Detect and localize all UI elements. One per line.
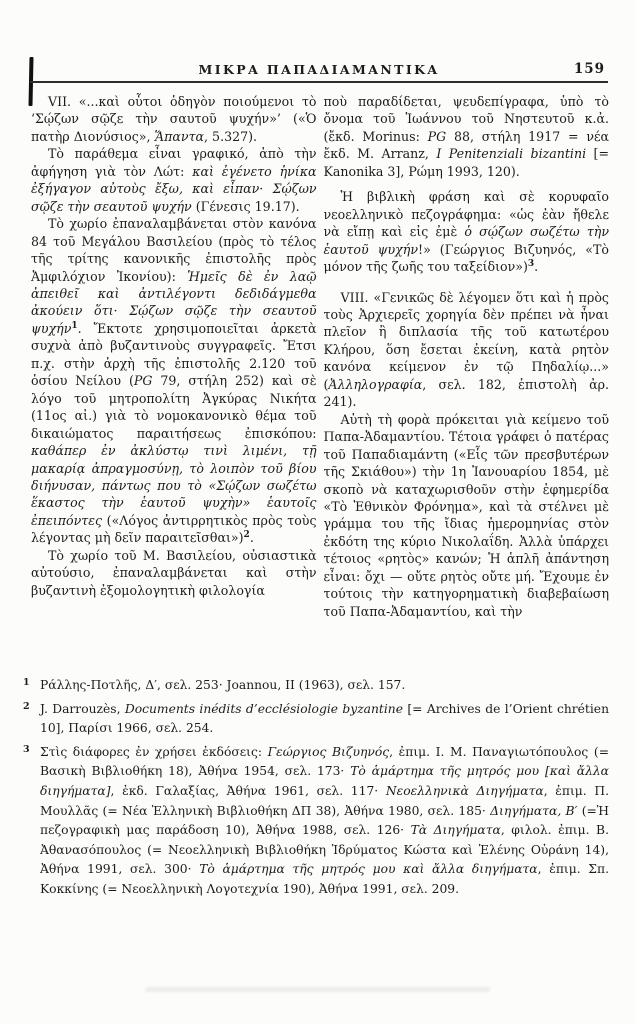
text-segment: Ἡ βιβλικὴ φράση καὶ σὲ κορυφαῖο νεοελληνικὸ πεζογράφημα: «ὡς ἐὰν ἤθελε νὰ εἴπῃ καὶ εἰς ἐμὲ <box>323 189 609 240</box>
text-segment: [= Kanonika 3], Ρώμη 1993, 120). <box>323 146 610 179</box>
text-segment: . Ἔκτοτε χρησιμοποιεῖται ἀρκετὰ συχνὰ ἀπὸ βυζαντινοὺς συγγραφεῖς. Ἔτσι π.χ. στὴν ἀρχὴ τῆς ἐπιστολῆς 2.120 τοῦ ὁσίου Νείλου ( <box>31 320 317 389</box>
right-column <box>324 93 610 620</box>
italic-text-segment: Ἀλληλογραφία <box>328 376 423 392</box>
text-segment: Τὸ παράθεμα εἶναι γραφικό, ἀπὸ τὴν ἀφήγηση γιὰ τὸν Λώτ: <box>31 146 317 179</box>
italic-text-segment: ὁ σῴζων σωζέτω τὴν ἑαυτοῦ ψυχήν <box>323 224 609 257</box>
paragraph <box>31 93 317 145</box>
italic-text-segment: Documents inédits d’ecclésiologie byzantine <box>124 701 404 716</box>
footnotes-block <box>22 676 609 904</box>
italic-text-segment: Ἡμεῖς δὲ ἐν λαῷ ἀπειθεῖ καὶ ἀντιλέγοντι δεδιδάγμεθα ἀκούειν ὅτι· Σῴζων σῷζε τὴν σεαυτοῦ ψυχήν <box>31 268 317 336</box>
italic-text-segment: καὶ ἐγένετο ἡνίκα ἐξήγαγον αὐτοὺς ἔξω, καὶ εἶπαν· Σῴζων σῷζε τὴν σεαυτοῦ ψυχήν <box>31 163 317 214</box>
italic-text-segment: PG <box>427 128 447 144</box>
text-segment: ποὺ παραδίδεται, ψευδεπίγραφα, ὑπὸ τὸ ὄνομα τοῦ Ἰωάννου τοῦ Νηστευτοῦ κ.ἀ. (ἔκδ. Morinus: <box>323 94 609 144</box>
text-segment: Ράλλης-Ποτλῆς, Δ′, σελ. 253· Joannou, II (1963), σελ. 157. <box>40 678 406 692</box>
footnote-ref: 3 <box>527 258 535 269</box>
page-number: 159 <box>573 61 605 77</box>
paragraph <box>31 145 317 215</box>
paragraph <box>324 188 610 275</box>
footnote-ref: 1 <box>71 320 78 331</box>
footnote-ref: 2 <box>243 530 250 541</box>
text-segment: , σελ. 182, ἐπιστολὴ ἀρ. 241). <box>323 376 609 410</box>
text-segment: (=Ἡ πεζογραφικὴ μας παράδοση 10), Ἀθήνα 1988, σελ. 126· <box>40 803 609 838</box>
text-segment: VII. «...καὶ οὗτοι ὁδηγὸν ποιούμενοι τὸ ‘Σῴζων σῷζε τὴν σαυτοῦ ψυχήν»’ («Ὁ πατὴρ Διονύσιος», <box>31 94 317 144</box>
italic-text-segment: PG <box>133 373 153 389</box>
italic-text-segment: Τὸ ἁμάρτημα τῆς μητρός μου [καὶ ἄλλα διηγήματα] <box>40 764 609 798</box>
footnote-marker: 1 <box>23 677 30 688</box>
paragraph <box>324 289 610 411</box>
text-segment: [= Archives de l’Orient chrétien 10], Παρίσι 1966, σελ. 254. <box>40 701 609 736</box>
scan-artifact-bottom-smudge <box>145 987 490 992</box>
italic-text-segment: Νεοελληνικὰ Διηγήματα <box>385 783 544 798</box>
italic-text-segment: Ἅπαντα <box>154 128 205 144</box>
paragraph <box>31 547 317 599</box>
paragraph <box>31 215 317 547</box>
text-segment: (Γένεσις 19.17). <box>191 198 300 214</box>
italic-text-segment: Γεώργιος Βιζυηνός <box>267 744 390 759</box>
text-segment: , ἐπιμ. Σπ. Κοκκίνης (= Νεοελληνικὴ Λογοτεχνία 190), Ἀθήνα 1991, σελ. 209. <box>40 862 609 896</box>
italic-text-segment: Τὸ ἁμάρτημα τῆς μητρός μου καὶ ἄλλα διηγήματα <box>199 862 538 877</box>
footnote-marker: 3 <box>23 743 30 755</box>
text-segment: , φιλολ. ἐπιμ. Β. Ἀθανασόπουλος (= Νεοελληνικὴ Βιβλιοθήκη Ἱδρύματος Κώστα καὶ Ἑλένης Οὐράνη 14), Ἀθήνα 1991, σελ. 300· <box>40 823 609 877</box>
text-segment: , ἐκδ. Γαλαξίας, Ἀθήνα 1961, σελ. 117· <box>110 783 386 798</box>
italic-text-segment: Τὰ Διηγήματα <box>410 823 501 838</box>
text-segment: , ἐπιμ. Π. Μουλλᾶς (= Νέα Ἑλληνικὴ Βιβλιοθήκη ΔΠ 38), Ἀθήνα 1980, σελ. 185· <box>40 783 609 818</box>
text-segment: . <box>249 530 254 546</box>
italic-text-segment: Διηγήματα, Β′ <box>490 803 578 818</box>
text-segment: !» (Γεώργιος Βιζυηνός, «Τὸ μόνον τῆς ζωῆς του ταξείδιον») <box>323 241 609 275</box>
header-rule <box>30 81 608 83</box>
text-segment: VIII. «Γενικῶς δὲ λέγομεν ὅτι καὶ ἡ πρὸς τοὺς Ἀρχιερεῖς χορηγία δὲν πρέπει νὰ ἦναι πλεῖον ἢ διπλασία τῆς τοῦ κατωτέρου Κλήρου, ὅση ἔσεται ἐκείνη, κατὰ ρητὸν κανόνα κείμενον ἐν τῷ Πηδαλίῳ...» ( <box>323 289 609 392</box>
text-segment: Αὐτὴ τὴ φορὰ πρόκειται γιὰ κείμενο τοῦ Παπα-Ἀδαμαντίου. Τέτοια γράφει ὁ πατέρας τοῦ Παπαδιαμάντη («Εἷς τῶν πρεσβυτέρων τῆς Σκιάθου») τὴν 1η Ἰανουαρίου 1854, μὲ σκοπὸ νὰ καταχωρισθοῦν στὴν ἐφημερίδα «Τὸ Ἐθνικὸν Φρόνημα», καὶ τὰ στέλνει μὲ γράμμα του τῆς ἴδιας ἡμερομηνίας στὸν ἐκδότη της κύριο Νικολαΐδη. Ἀλλὰ ὑπάρχει τέτοιος «ρητὸς» κανών; Ἡ ἁπλῆ ἀπάντηση εἶναι: ὄχι — οὔτε ρητὸς οὔτε μή. Ἔχουμε ἐν τούτοις τὴν κατηγορηματικὴ διαβεβαίωση τοῦ Παπα-Ἀδαμαντίου, καὶ τὴν <box>323 411 609 619</box>
italic-text-segment: I Penitenziali bizantini <box>436 146 587 162</box>
footnote <box>22 743 609 900</box>
footnote <box>22 676 609 696</box>
text-segment: («Λόγος ἀντιρρητικὸς πρὸς τοὺς λέγοντας μὴ δεῖν παραιτεῖσθαι») <box>31 512 317 546</box>
text-segment: , 5.327). <box>204 128 258 144</box>
text-body <box>31 93 609 620</box>
text-segment: Στὶς διάφορες ἐν χρήσει ἐκδόσεις: <box>40 744 268 759</box>
running-header-title: ΜΙΚΡΑ ΠΑΠΑΔΙΑΜΑΝΤΙΚΑ <box>198 62 440 77</box>
text-segment: 88, στήλη 1917 = νέα ἔκδ. M. Arranz, <box>323 128 610 162</box>
paragraph <box>324 411 610 620</box>
italic-text-segment: καθάπερ ἐν ἀκλύστῳ τινὶ λιμένι, τῇ μακαρίᾳ ἀπραγμοσύνῃ, τὸ λοιπὸν τοῦ βίου διήνυσαν, πάντως που τὸ «Σῴζων σωζέτω ἕκαστος τὴν ἑαυτοῦ ψυχὴν» ἑαυτοῖς ἐπειπόντες <box>31 443 317 528</box>
text-segment: 79, στήλη 252) καὶ σὲ λόγο τοῦ μητροπολίτη Ἀγκύρας Νικήτα (11ος αἰ.) γιὰ τὸ νομοκανονικὸ θέμα τοῦ δικαιώματος παραιτήσεως ἐπισκόπου: <box>31 373 317 441</box>
footnote <box>22 700 609 739</box>
paragraph <box>324 93 610 180</box>
text-segment: J. Darrouzès, <box>40 701 125 716</box>
text-segment: . <box>534 259 539 275</box>
text-segment: , ἐπιμ. Ι. Μ. Παναγιωτόπουλος (= Βασικὴ Βιβλιοθήκη 18), Ἀθήνα 1954, σελ. 173· <box>40 744 610 779</box>
text-segment: Τὸ χωρίο ἐπαναλαμβάνεται στὸν κανόνα 84 τοῦ Μεγάλου Βασιλείου (πρὸς τὸ τέλος τῆς τρίτης κανονικῆς ἐπιστολῆς πρὸς Ἀμφιλόχιον Ἰκονίου): <box>31 216 317 284</box>
footnote-marker: 2 <box>23 700 30 712</box>
left-column <box>31 93 317 620</box>
text-segment: Τὸ χωρίο τοῦ Μ. Βασιλείου, οὐσιαστικὰ αὐτούσιο, ἐπαναλαμβάνεται καὶ στὴν βυζαντινὴ ἐξομολογητικὴ φιλολογία <box>31 547 317 598</box>
